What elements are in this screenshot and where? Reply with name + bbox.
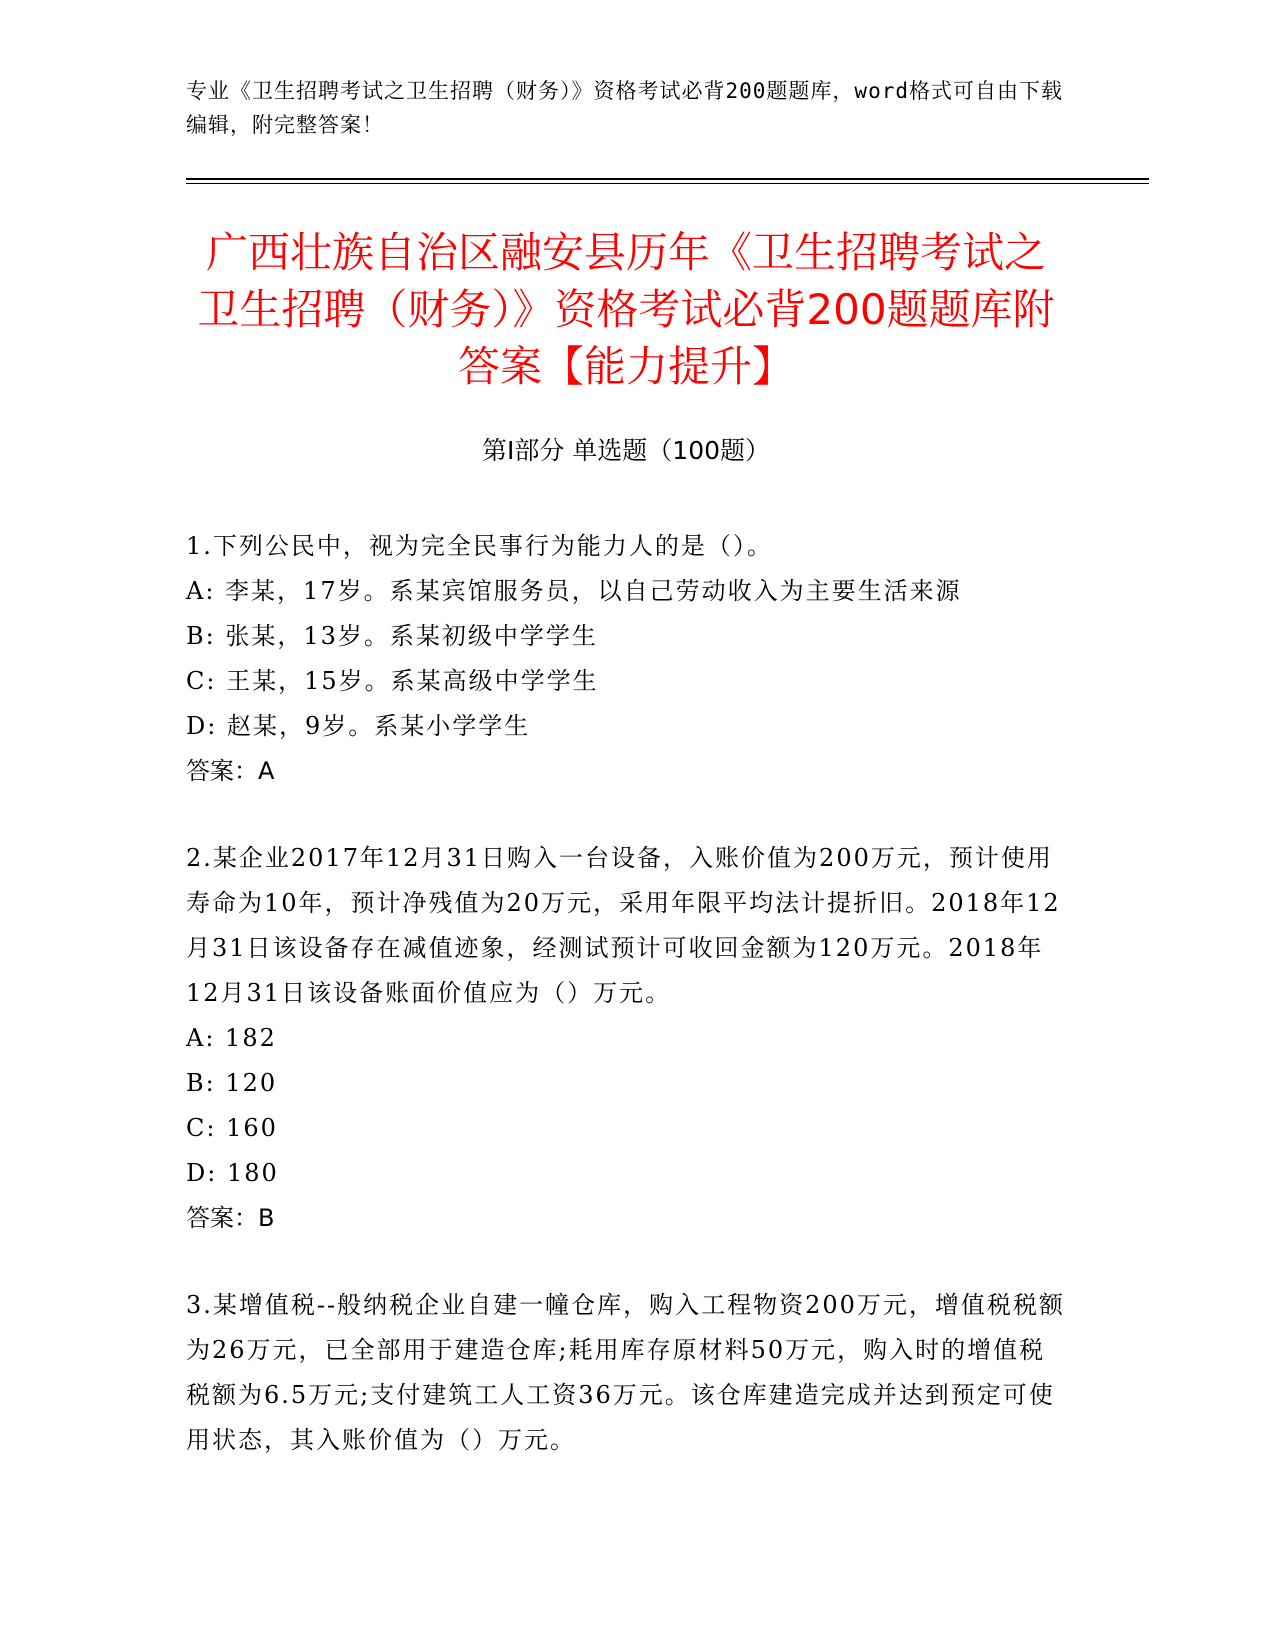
option-c: C: 王某，15岁。系某高级中学学生 <box>186 667 599 695</box>
question-3 <box>186 1283 1066 1463</box>
option-d: D: 赵某，9岁。系某小学学生 <box>186 712 531 740</box>
question-list <box>186 524 1066 1505</box>
section-heading: 第I部分 单选题（100题） <box>481 436 771 465</box>
document-title: 广西壮族自治区融安县历年《卫生招聘考试之卫生招聘（财务）》资格考试必背200题题库附答案【能力提升】 <box>197 228 1055 391</box>
option-c: C: 160 <box>186 1114 278 1142</box>
header-note: 专业《卫生招聘考试之卫生招聘（财务）》资格考试必背200题题库，word格式可自由下载编辑，附完整答案！ <box>186 79 1063 137</box>
question-1 <box>186 524 1066 794</box>
question-stem: 3.某增值税--般纳税企业自建一幢仓库，购入工程物资200万元，增值税税额为26万元，已全部用于建造仓库;耗用库存原材料50万元，购入时的增值税税额为6.5万元;支付建筑工人工资36万元。该仓库建造完成并达到预定可使用状态，其入账价值为（）万元。 <box>186 1291 1065 1454</box>
option-b: B: 张某，13岁。系某初级中学学生 <box>186 622 598 650</box>
answer: 答案：A <box>186 757 275 785</box>
option-b: B: 120 <box>186 1069 278 1097</box>
header-divider <box>186 178 1149 184</box>
question-stem: 2.某企业2017年12月31日购入一台设备，入账价值为200万元，预计使用寿命为10年，预计净残值为20万元，采用年限平均法计提折旧。2018年12月31日该设备存在减值迹象，经测试预计可收回金额为120万元。2018年12月31日该设备账面价值应为（）万元。 <box>186 844 1061 1007</box>
option-d: D: 180 <box>186 1159 279 1187</box>
question-stem: 1.下列公民中，视为完全民事行为能力人的是（）。 <box>186 532 773 560</box>
option-a: A: 李某，17岁。系某宾馆服务员，以自己劳动收入为主要生活来源 <box>186 577 962 605</box>
answer: 答案：B <box>186 1204 275 1232</box>
question-2 <box>186 836 1066 1241</box>
option-a: A: 182 <box>186 1024 277 1052</box>
